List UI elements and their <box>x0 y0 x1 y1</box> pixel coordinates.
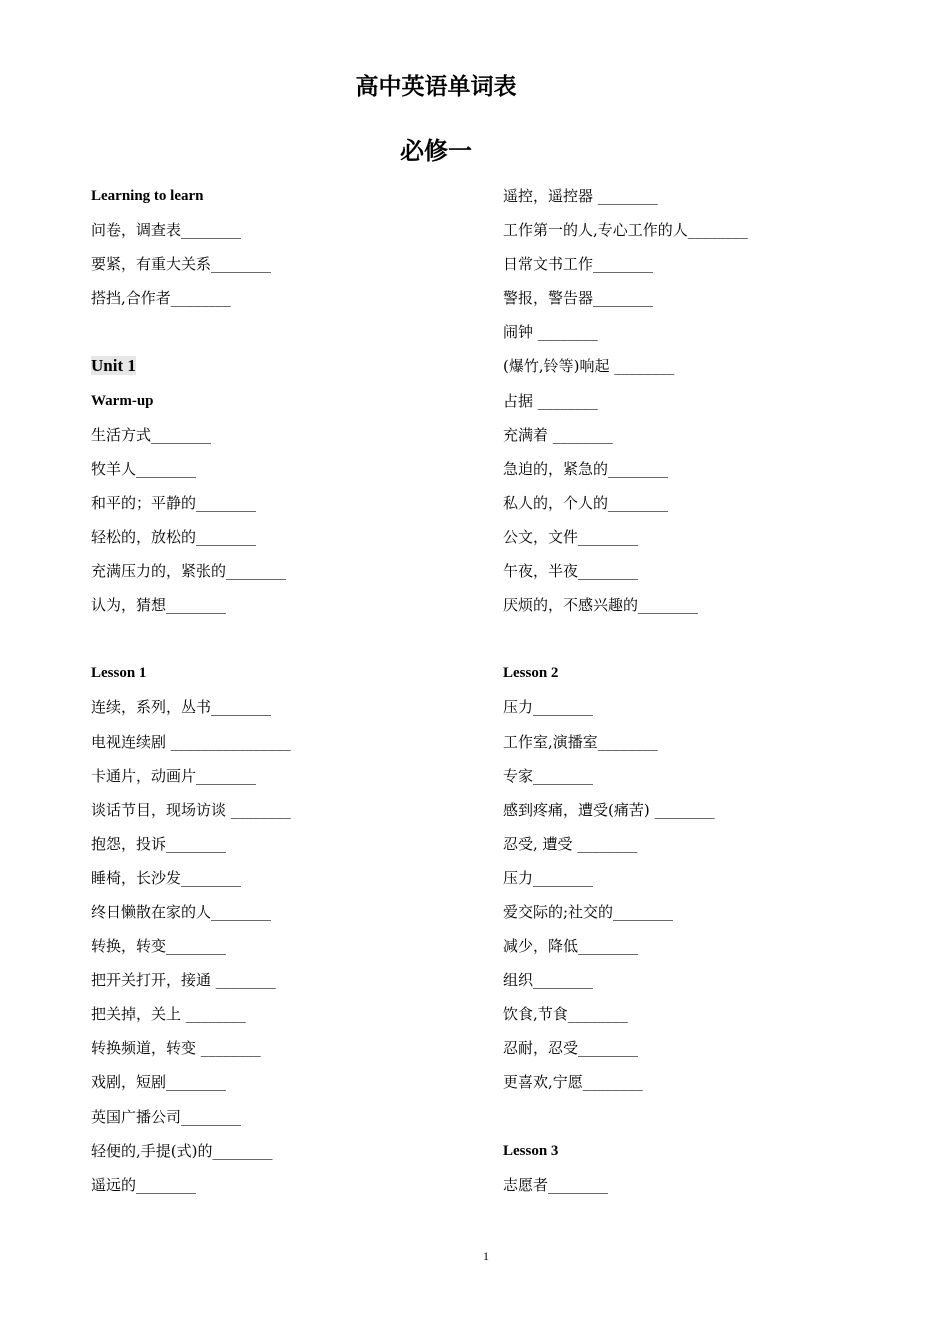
unit-heading-label: Unit 1 <box>91 356 136 376</box>
vocab-item: 谈话节目，现场访谈 ________ <box>91 800 291 819</box>
vocab-item: 转换频道，转变 ________ <box>91 1039 261 1058</box>
vocab-item: 更喜欢,宁愿________ <box>503 1073 643 1092</box>
vocab-item: 终日懒散在家的人________ <box>91 902 272 921</box>
spacer <box>503 1104 903 1138</box>
vocab-item: 连续，系列，丛书________ <box>91 698 272 717</box>
vocab-item: 睡椅，长沙发________ <box>91 868 242 887</box>
document-subtitle: 必修一 <box>400 136 472 165</box>
right-column <box>503 183 903 1206</box>
document-title: 高中英语单词表 <box>355 73 517 100</box>
vocab-item: 工作室,演播室________ <box>503 732 658 751</box>
vocab-item: 遥远的________ <box>91 1175 197 1194</box>
vocab-item: 问卷，调查表________ <box>91 221 242 240</box>
vocab-item: 公文，文件________ <box>503 527 639 546</box>
vocab-item: 爱交际的;社交的________ <box>503 902 674 921</box>
vocab-item: 戏剧，短剧________ <box>91 1073 227 1092</box>
spacer <box>91 319 491 353</box>
vocab-item: 饮食,节食________ <box>503 1005 628 1024</box>
vocab-item: 闹钟 ________ <box>503 323 598 342</box>
section-heading: Lesson 1 <box>91 665 147 682</box>
section-heading: Warm-up <box>91 392 154 409</box>
unit-heading <box>91 353 491 387</box>
vocab-item: 电视连续剧 ________________ <box>91 732 291 751</box>
vocab-item: (爆竹,铃等)响起 ________ <box>503 357 675 376</box>
spacer <box>91 626 491 660</box>
vocab-item: 感到疼痛，遭受(痛苦) ________ <box>503 800 715 819</box>
vocab-item: 工作第一的人,专心工作的人________ <box>503 221 748 240</box>
vocab-item: 忍受, 遭受 ________ <box>503 834 638 853</box>
vocab-item: 轻便的,手提(式)的________ <box>91 1141 273 1160</box>
vocab-item: 志愿者________ <box>503 1175 609 1194</box>
section-heading: Lesson 3 <box>503 1142 559 1159</box>
page-number: 1 <box>483 1249 489 1263</box>
vocab-item: 占据 ________ <box>503 391 598 410</box>
vocab-item: 午夜，半夜________ <box>503 562 639 581</box>
vocab-item: 要紧，有重大关系________ <box>91 255 272 274</box>
vocab-item: 减少，降低________ <box>503 937 639 956</box>
vocab-item: 卡通片，动画片________ <box>91 766 257 785</box>
vocab-item: 把关掉，关上 ________ <box>91 1005 246 1024</box>
vocab-item: 和平的；平静的________ <box>91 493 257 512</box>
vocab-item: 压力________ <box>503 698 594 717</box>
vocab-item: 把开关打开，接通 ________ <box>91 971 276 990</box>
vocab-item: 遥控，遥控器 ________ <box>503 187 658 205</box>
vocab-item: 忍耐，忍受________ <box>503 1039 639 1058</box>
vocab-item: 专家________ <box>503 766 594 785</box>
left-column <box>91 183 491 1206</box>
vocab-item: 警报，警告器________ <box>503 289 654 308</box>
vocab-item: 私人的，个人的________ <box>503 493 669 512</box>
vocab-item: 日常文书工作________ <box>503 255 654 274</box>
vocab-item: 急迫的，紧急的________ <box>503 459 669 478</box>
vocab-item: 充满着 ________ <box>503 425 613 444</box>
spacer <box>503 626 903 660</box>
vocab-item: 转换，转变________ <box>91 937 227 956</box>
vocab-item: 搭挡,合作者________ <box>91 289 231 308</box>
vocab-item: 牧羊人________ <box>91 459 197 478</box>
vocab-item: 生活方式________ <box>91 425 212 444</box>
vocab-item: 轻松的，放松的________ <box>91 527 257 546</box>
vocab-item: 充满压力的，紧张的________ <box>91 562 287 581</box>
vocab-item: 抱怨，投诉________ <box>91 834 227 853</box>
vocab-item: 厌烦的，不感兴趣的________ <box>503 596 699 615</box>
vocab-item: 英国广播公司________ <box>91 1107 242 1126</box>
vocab-item: 认为，猜想________ <box>91 596 227 615</box>
section-heading: Learning to learn <box>91 188 204 204</box>
vocab-item: 压力________ <box>503 868 594 887</box>
vocab-item: 组织________ <box>503 971 594 990</box>
section-heading: Lesson 2 <box>503 665 559 682</box>
